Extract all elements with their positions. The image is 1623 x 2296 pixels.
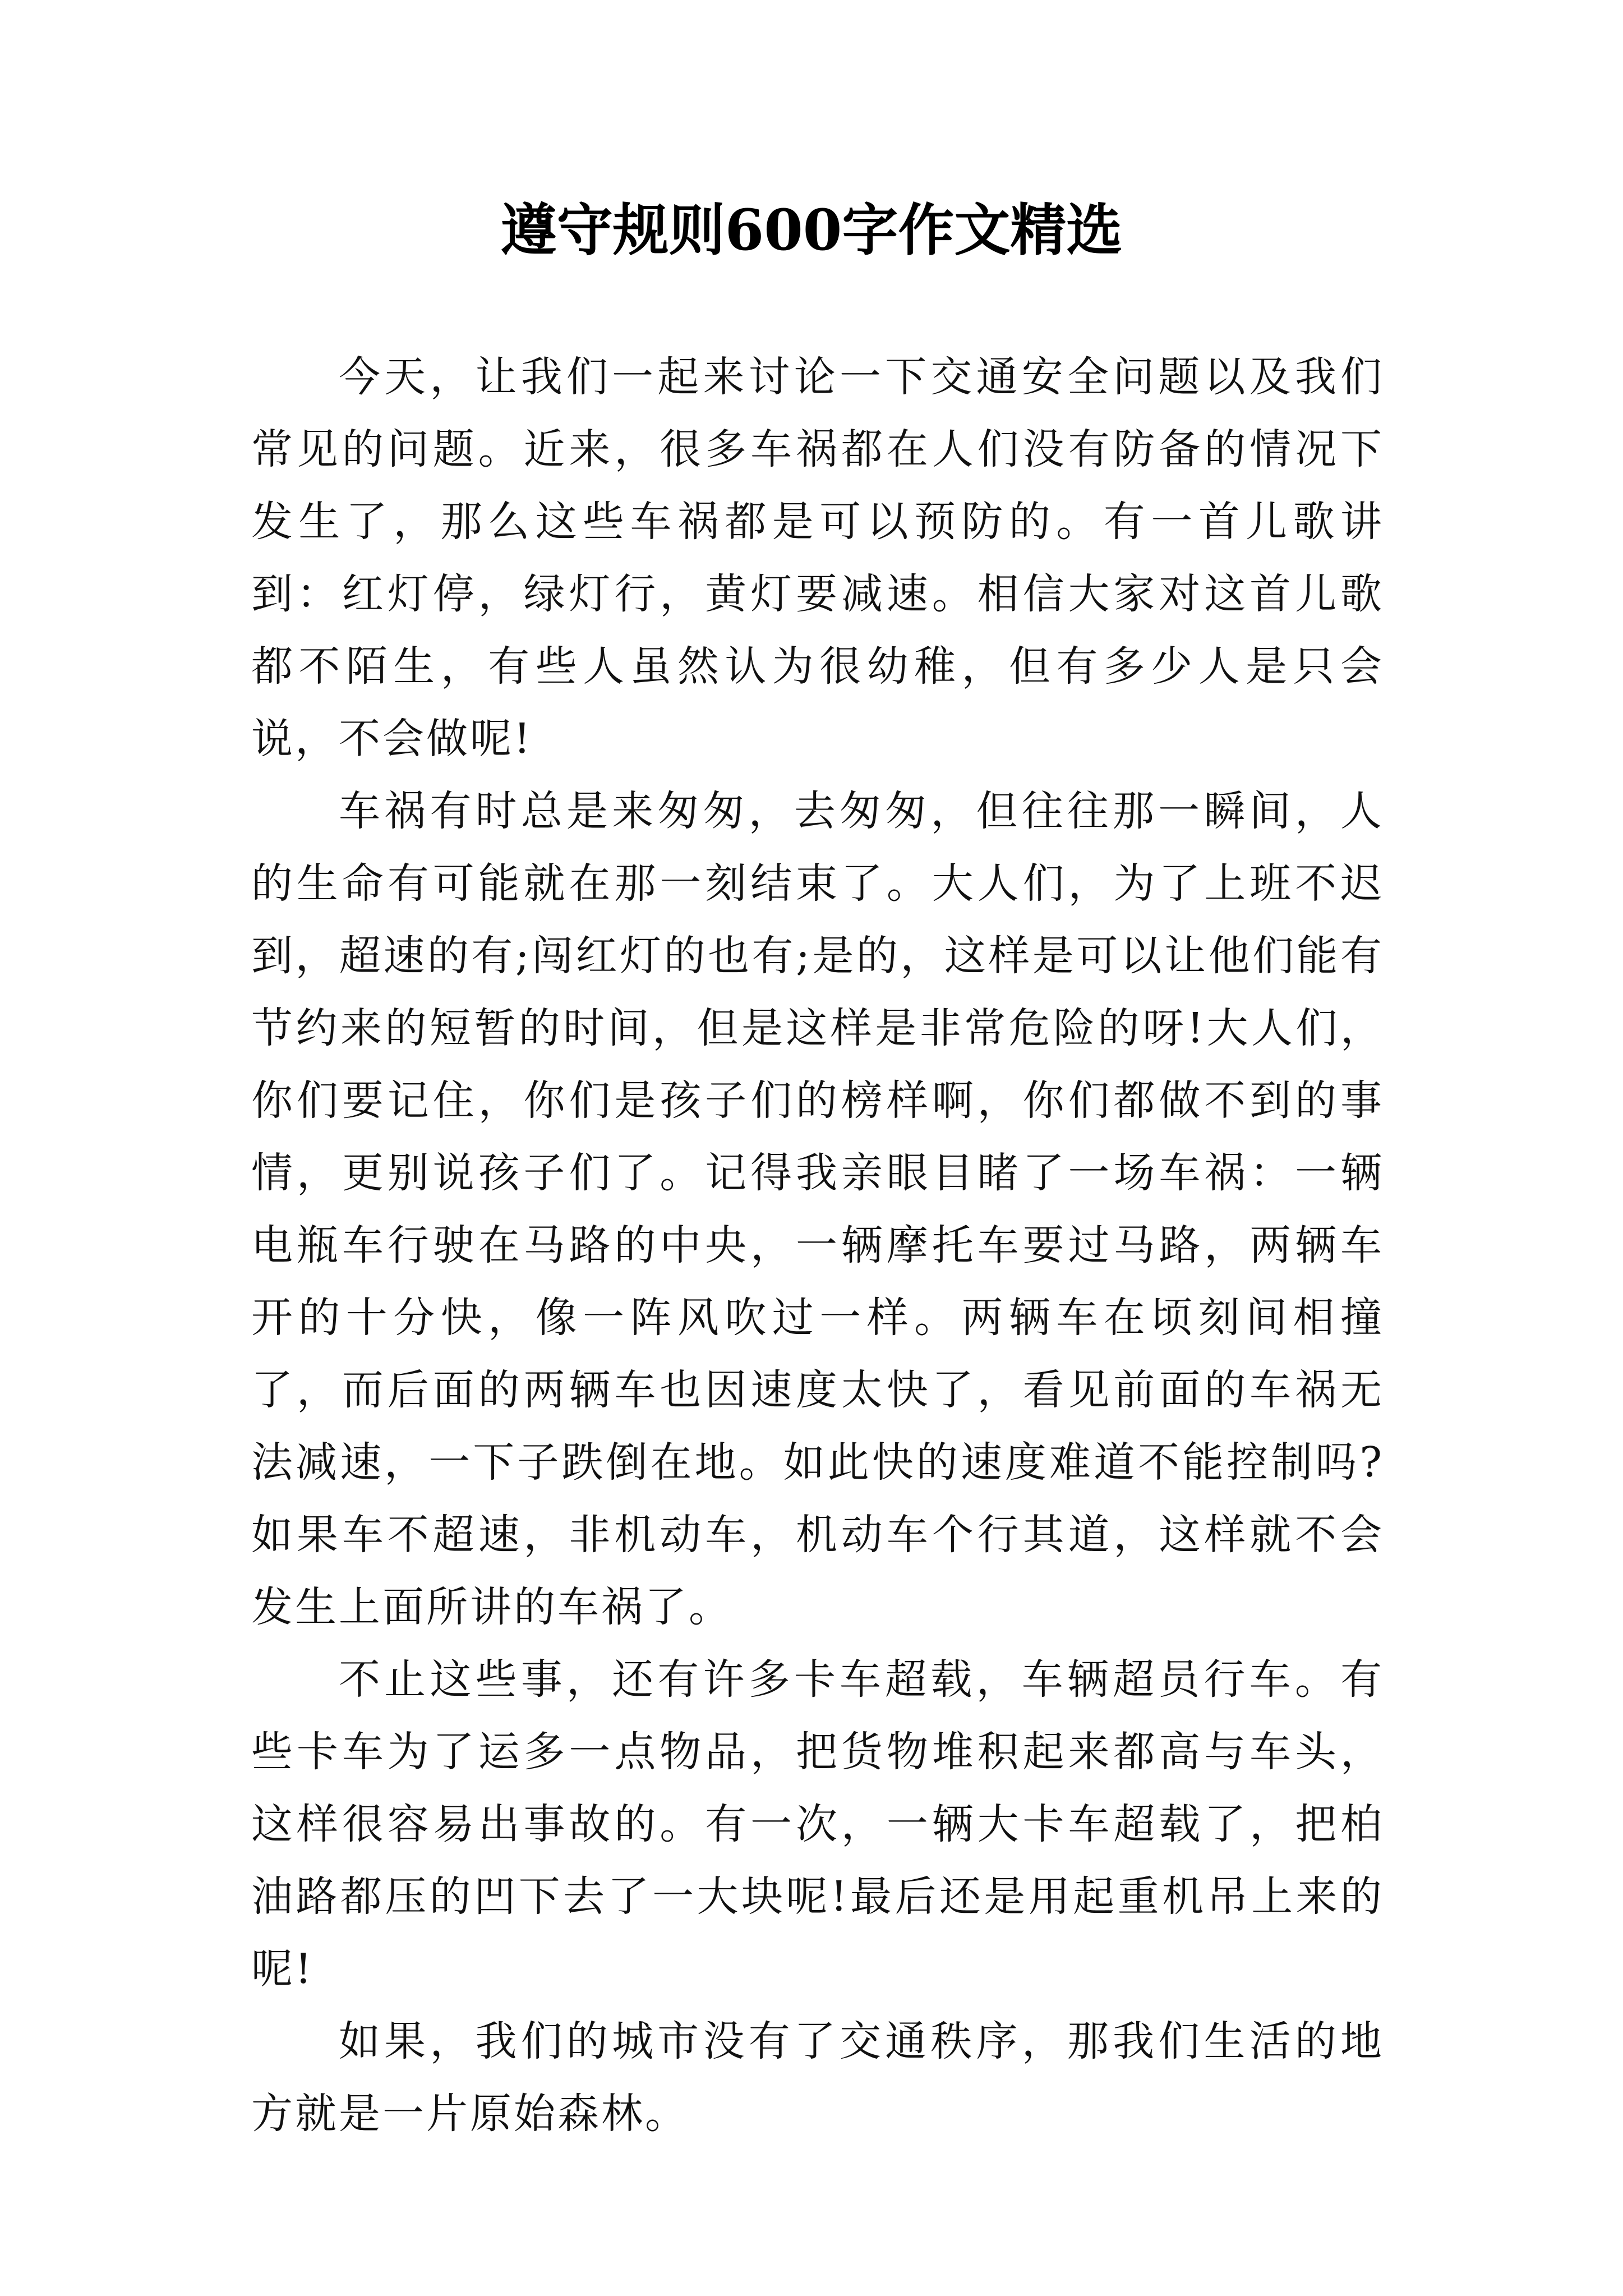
document-body (251, 341, 1384, 2150)
document-title: 遵守规则600字作文精选 (500, 197, 1123, 263)
paragraph: 车祸有时总是来匆匆，去匆匆，但往往那一瞬间，人的生命有可能就在那一刻结束了。大人们，为了上班不迟到，超速的有;闯红灯的也有;是的，这样是可以让他们能有节约来的短暂的时间，但是这样是非常危险的呀!大人们，你们要记住，你们是孩子们的榜样啊，你们都做不到的事情，更别说孩子们了。记得我亲眼目睹了一场车祸：一辆电瓶车行驶在马路的中央，一辆摩托车要过马路，两辆车开的十分快，像一阵风吹过一样。两辆车在顷刻间相撞了，而后面的两辆车也因速度太快了，看见前面的车祸无法减速，一下子跌倒在地。如此快的速度难道不能控制吗?如果车不超速，非机动车，机动车个行其道，这样就不会发生上面所讲的车祸了。 (251, 787, 1384, 1631)
paragraph: 今天，让我们一起来讨论一下交通安全问题以及我们常见的问题。近来，很多车祸都在人们没有防备的情况下发生了，那么这些车祸都是可以预防的。有一首儿歌讲到：红灯停，绿灯行，黄灯要减速。相信大家对这首儿歌都不陌生，有些人虽然认为很幼稚，但有多少人是只会说，不会做呢! (251, 353, 1384, 763)
paragraph: 不止这些事，还有许多卡车超载，车辆超员行车。有些卡车为了运多一点物品，把货物堆积起来都高与车头，这样很容易出事故的。有一次，一辆大卡车超载了，把柏油路都压的凹下去了一大块呢!最后还是用起重机吊上来的呢! (251, 1655, 1384, 1993)
paragraph: 如果，我们的城市没有了交通秩序，那我们生活的地方就是一片原始森林。 (251, 2017, 1384, 2138)
